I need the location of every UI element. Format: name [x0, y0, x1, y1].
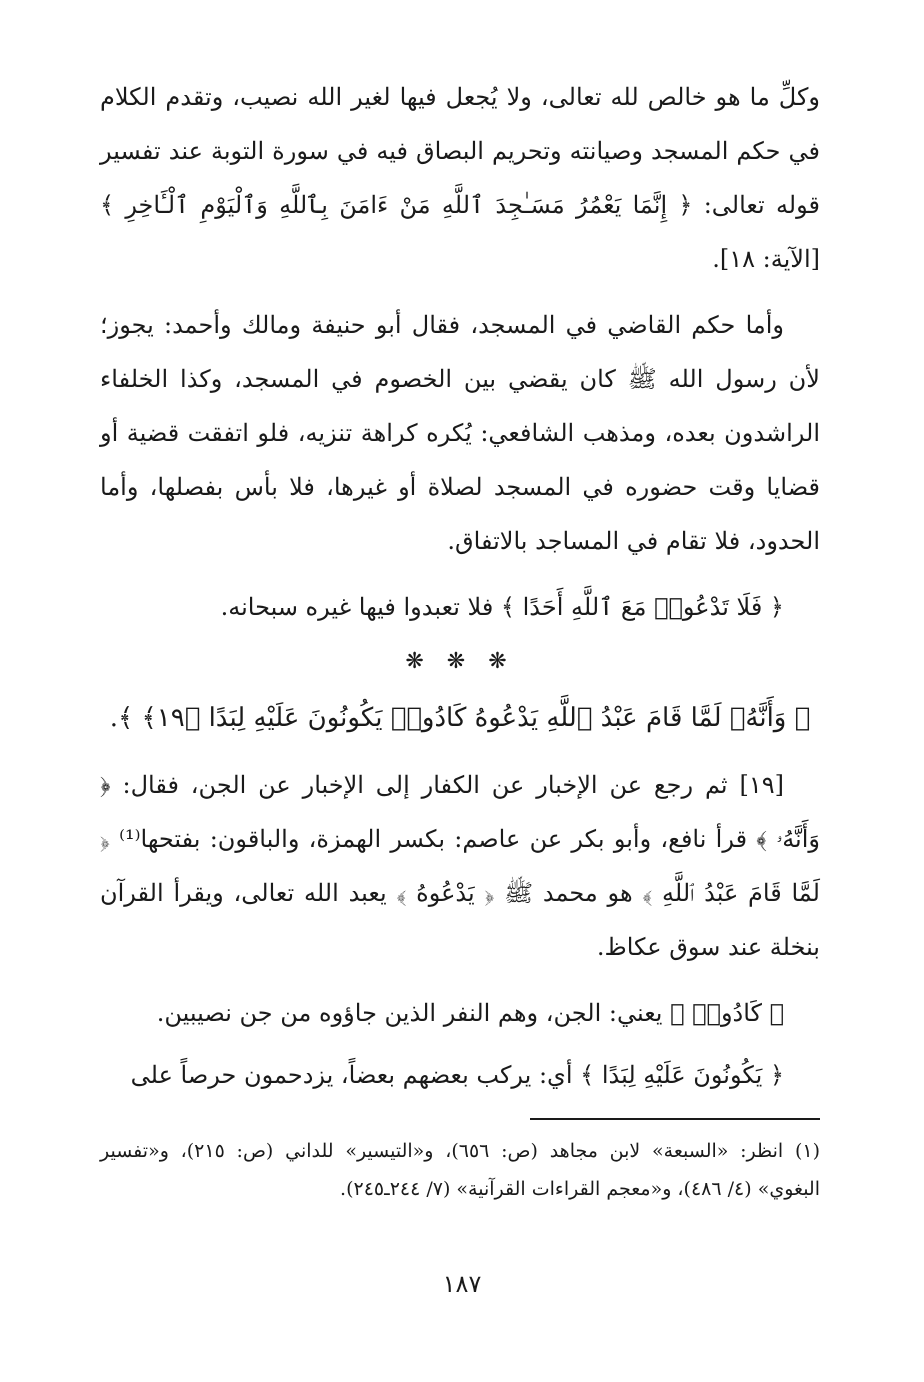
paragraph-verse-19-commentary: [١٩] ثم رجع عن الإخبار عن الكفار إلى الإخبار عن الجن، فقال: ﴿ وَأَنَّهُۥ ﴾ قرأ نافع، وأبو بكر عن عاصم: بكسر الهمزة، والباقون: بفتحها⁽¹⁾ ﴿ لَمَّا قَامَ عَبْدُ ٱللَّهِ ﴾ هو محمد ﷺ ﴿ يَدْعُوهُ ﴾ يعبد الله تعالى، ويقرأ القرآن بنخلة عند سوق عكاظ.	[100, 771, 820, 961]
page-number: ١٨٧	[442, 1270, 482, 1298]
footnote-divider	[530, 1118, 820, 1120]
paragraph-judge-in-mosque: وأما حكم القاضي في المسجد، فقال أبو حنيفة ومالك وأحمد: يجوز؛ لأن رسول الله ﷺ كان يقضي بين الخصوم في المسجد، وكذا الخلفاء الراشدون بعده، ومذهب الشافعي: يُكره كراهة تنزيه، فلو اتفقت قضية أو قضايا وقت حضوره في المسجد لصلاة أو غيرها، فلا بأس بفصلها، وأما الحدود، فلا تقام في المساجد بالاتفاق.	[100, 311, 820, 555]
paragraph-mosque-ruling: وكلِّ ما هو خالص لله تعالى، ولا يُجعل فيها لغير الله نصيب، وتقدم الكلام في حكم المسجد وصيانته وتحريم البصاق فيه في سورة التوبة عند تفسير قوله تعالى: ﴿ إِنَّمَا يَعْمُرُ مَسَـٰجِدَ ٱللَّهِ مَنْ ءَامَنَ بِٱللَّهِ وَٱلْيَوْمِ ٱلْـَٔاخِرِ ﴾ [الآية: ١٨].	[100, 83, 821, 273]
page-body	[100, 70, 820, 1208]
quran-verse-19: ﴿ وَأَنَّهُۥ لَمَّا قَامَ عَبْدُ ٱللَّهِ يَدْعُوهُ كَادُوا۟ يَكُونُونَ عَلَيْهِ لِبَدًا ﴿١٩﴾ ﴾.	[109, 703, 811, 733]
section-separator: ❋ ❋ ❋	[405, 649, 515, 674]
paragraph-do-not-invoke: ﴿ فَلَا تَدْعُوا۟ مَعَ ٱللَّهِ أَحَدًا ﴾ فلا تعبدوا فيها غيره سبحانه.	[220, 593, 784, 621]
footnote: (١) انظر: «السبعة» لابن مجاهد (ص: ٦٥٦)، و«التيسير» للداني (ص: ٢١٥)، و«تفسير البغوي» (٤/ ٤٨٦)، و«معجم القراءات القرآنية» (٧/ ٢٤٤ـ٢٤٥).	[100, 1140, 820, 1200]
paragraph-libada: ﴿ يَكُونُونَ عَلَيْهِ لِبَدًا ﴾ أي: يركب بعضهم بعضاً، يزدحمون حرصاً على	[130, 1061, 784, 1089]
paragraph-kadu: ﴿ كَادُوا۟ ﴾ يعني: الجن، وهم النفر الذين جاؤوه من جن نصيبين.	[156, 999, 784, 1027]
